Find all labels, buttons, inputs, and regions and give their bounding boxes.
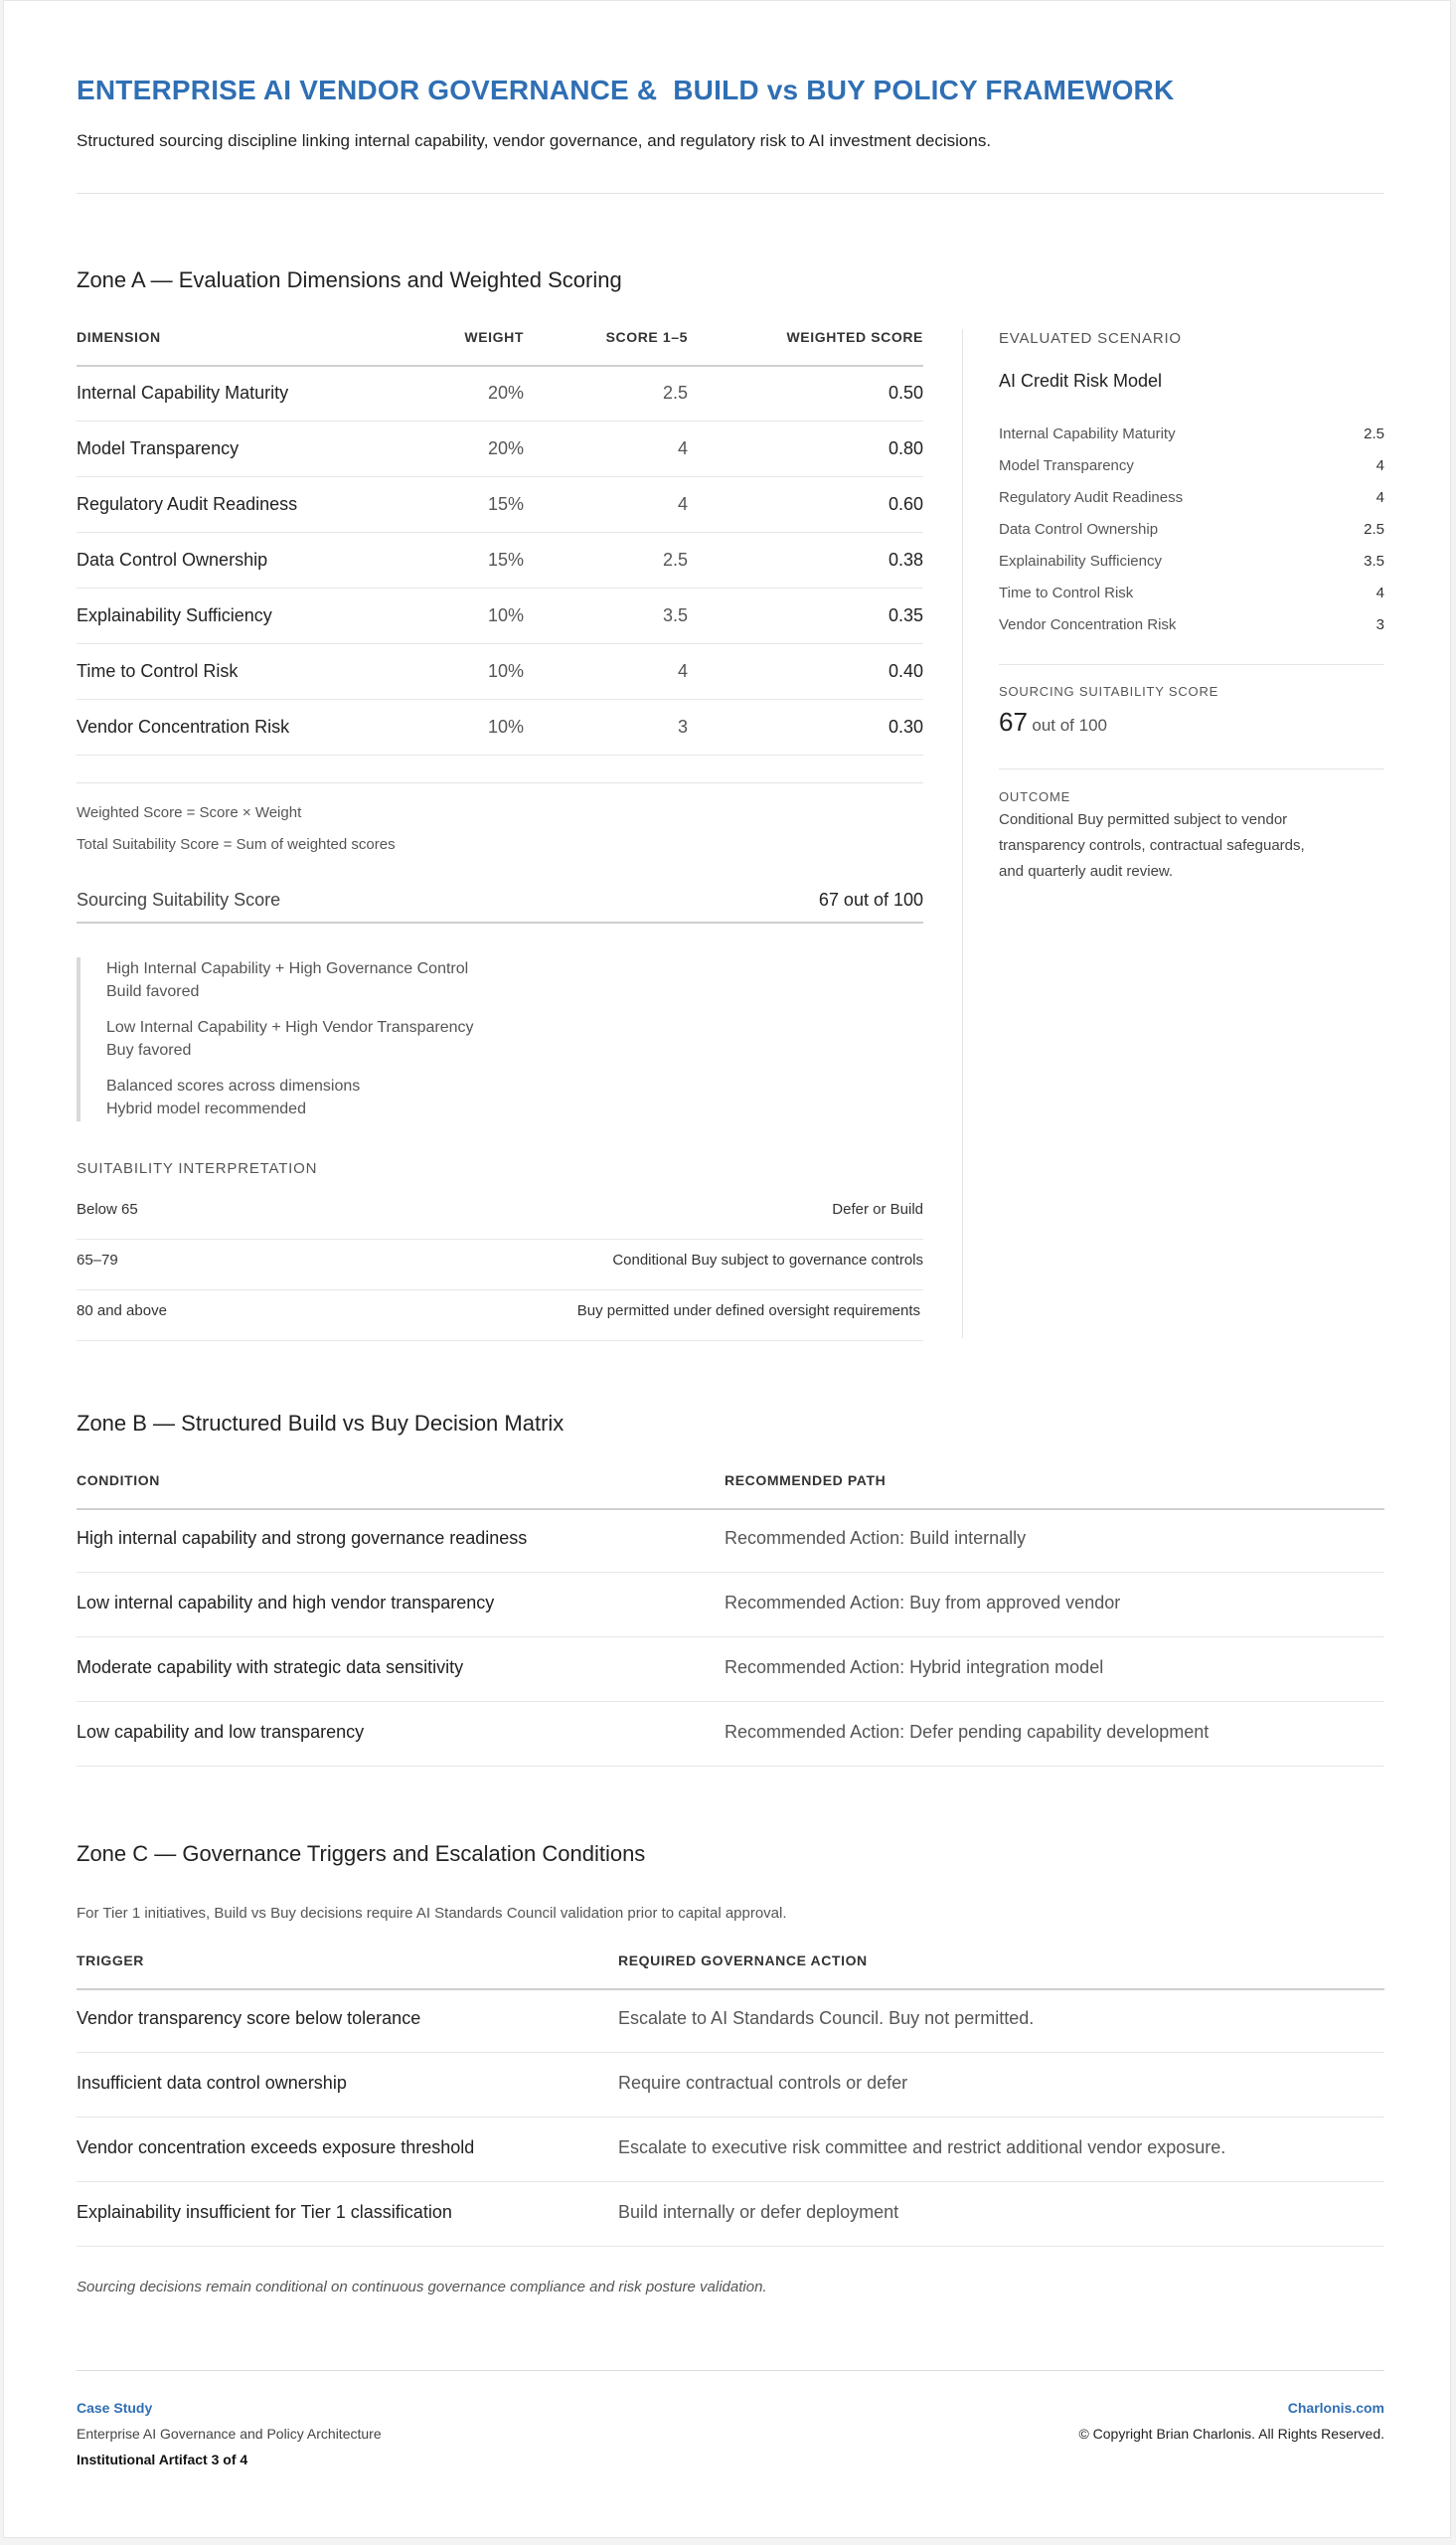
table-row xyxy=(77,699,923,756)
table-row xyxy=(77,2182,1384,2247)
footer-copyright: © Copyright Brian Charlonis. All Rights Reserved. xyxy=(1078,2426,1384,2442)
dimension-cell: Vendor Concentration Risk xyxy=(77,717,290,737)
col-score: SCORE 1–5 xyxy=(605,329,688,345)
divider xyxy=(77,782,923,783)
scenario-score-label: Model Transparency xyxy=(999,457,1134,474)
zone-a-heading: Zone A — Evaluation Dimensions and Weighted Scoring xyxy=(77,267,622,292)
score-cell: 3 xyxy=(677,717,688,737)
guidance-condition: Balanced scores across dimensions xyxy=(106,1078,361,1095)
dimension-cell: Data Control Ownership xyxy=(77,550,268,570)
guidance-result: Buy favored xyxy=(106,1042,192,1059)
table-row xyxy=(77,588,923,644)
interpretation-range: 65–79 xyxy=(77,1252,118,1269)
col-trigger: TRIGGER xyxy=(77,1952,144,1968)
interpretation-row xyxy=(77,1188,923,1240)
scenario-score-label: Regulatory Audit Readiness xyxy=(999,489,1184,506)
weight-cell: 15% xyxy=(487,494,524,514)
outcome-title: OUTCOME xyxy=(999,789,1071,804)
scenario-score-row xyxy=(999,585,1384,601)
score-title: SOURCING SUITABILITY SCORE xyxy=(999,684,1219,699)
path-cell: Recommended Action: Build internally xyxy=(725,1528,1027,1548)
divider xyxy=(999,768,1384,769)
score-cell: 4 xyxy=(677,661,688,681)
col-dimension: DIMENSION xyxy=(77,329,161,345)
action-cell: Require contractual controls or defer xyxy=(618,2073,908,2093)
divider xyxy=(999,664,1384,665)
zone-c-footnote: Sourcing decisions remain conditional on continuous governance compliance and risk posture validation. xyxy=(77,2279,767,2295)
weighted-cell: 0.60 xyxy=(888,494,923,514)
weighted-cell: 0.38 xyxy=(888,550,923,570)
table-row xyxy=(77,421,923,477)
condition-cell: High internal capability and strong governance readiness xyxy=(77,1528,528,1548)
suitability-score-row xyxy=(77,882,923,924)
weighted-cell: 0.35 xyxy=(888,605,923,625)
zone-c-intro: For Tier 1 initiatives, Build vs Buy decisions require AI Standards Council validation prior to capital approval. xyxy=(77,1905,787,1922)
formula-weighted: Weighted Score = Score × Weight xyxy=(77,804,302,821)
zone-b-heading: Zone B — Structured Build vs Buy Decision Matrix xyxy=(77,1411,565,1436)
footer-case-study: Case Study xyxy=(77,2400,153,2416)
table-row xyxy=(77,476,923,533)
table-row xyxy=(77,2118,1384,2182)
dimension-cell: Internal Capability Maturity xyxy=(77,383,289,403)
table-row xyxy=(77,1988,1384,2053)
path-cell: Recommended Action: Hybrid integration model xyxy=(725,1657,1104,1677)
page-subtitle: Structured sourcing discipline linking internal capability, vendor governance, and regulatory risk to AI investment decisions. xyxy=(77,131,992,150)
scenario-score-row xyxy=(999,553,1384,570)
interpretation-range: Below 65 xyxy=(77,1201,138,1218)
action-cell: Build internally or defer deployment xyxy=(618,2202,899,2222)
dimension-cell: Regulatory Audit Readiness xyxy=(77,494,298,514)
table-row xyxy=(77,1637,1384,1702)
formula-total: Total Suitability Score = Sum of weighted scores xyxy=(77,836,396,853)
score-cell: 2.5 xyxy=(662,550,688,570)
dimension-cell: Explainability Sufficiency xyxy=(77,605,272,625)
interpretation-title: SUITABILITY INTERPRETATION xyxy=(77,1160,318,1177)
zone-c-heading: Zone C — Governance Triggers and Escalation Conditions xyxy=(77,1841,646,1866)
score-cell: 4 xyxy=(677,438,688,458)
outcome-line: and quarterly audit review. xyxy=(999,863,1174,880)
weighted-cell: 0.30 xyxy=(888,717,923,737)
scenario-score-value: 4 xyxy=(1375,457,1384,474)
trigger-cell: Insufficient data control ownership xyxy=(77,2073,347,2093)
interpretation-row xyxy=(77,1289,923,1341)
condition-cell: Low capability and low transparency xyxy=(77,1722,365,1742)
scenario-title: EVALUATED SCENARIO xyxy=(999,330,1182,347)
dimension-cell: Model Transparency xyxy=(77,438,240,458)
interpretation-row xyxy=(77,1239,923,1290)
score-readout xyxy=(999,707,1107,738)
trigger-cell: Vendor concentration exceeds exposure threshold xyxy=(77,2137,475,2157)
interpretation-meaning: Defer or Build xyxy=(832,1201,923,1218)
scenario-score-label: Explainability Sufficiency xyxy=(999,553,1162,570)
outcome-line: Conditional Buy permitted subject to vendor xyxy=(999,811,1288,828)
path-cell: Recommended Action: Buy from approved vendor xyxy=(725,1593,1121,1612)
col-weighted: WEIGHTED SCORE xyxy=(786,329,923,345)
guidance-condition: High Internal Capability + High Governance Control xyxy=(106,960,469,977)
scenario-score-row xyxy=(999,521,1384,538)
scenario-panel xyxy=(999,1,1384,880)
trigger-cell: Vendor transparency score below tolerance xyxy=(77,2008,421,2028)
weight-cell: 20% xyxy=(487,438,524,458)
guidance-result: Hybrid model recommended xyxy=(106,1101,306,1117)
footer-artifact: Institutional Artifact 3 of 4 xyxy=(77,2452,248,2467)
interpretation-meaning: Conditional Buy subject to governance controls xyxy=(612,1252,923,1269)
guidance-bar xyxy=(77,957,81,1121)
zone-c-table-header xyxy=(77,1952,1384,1990)
table-row xyxy=(77,2053,1384,2118)
score-suffix: out of 100 xyxy=(1032,716,1107,735)
zone-b-table-header xyxy=(77,1472,1384,1510)
weight-cell: 15% xyxy=(487,550,524,570)
weight-cell: 20% xyxy=(487,383,524,403)
guidance-result: Build favored xyxy=(106,983,200,1000)
scenario-score-value: 2.5 xyxy=(1364,521,1384,538)
col-action: REQUIRED GOVERNANCE ACTION xyxy=(618,1952,868,1968)
scenario-score-label: Data Control Ownership xyxy=(999,521,1159,538)
interpretation-range: 80 and above xyxy=(77,1302,167,1319)
table-row xyxy=(77,532,923,589)
table-row xyxy=(77,1573,1384,1637)
interpretation-meaning: Buy permitted under defined oversight requirements xyxy=(576,1302,920,1319)
table-row xyxy=(77,1702,1384,1767)
scenario-score-value: 2.5 xyxy=(1364,425,1384,442)
weight-cell: 10% xyxy=(487,605,524,625)
outcome-text xyxy=(999,811,1305,889)
score-number: 67 xyxy=(999,707,1028,737)
divider xyxy=(77,193,1384,194)
score-cell: 4 xyxy=(677,494,688,514)
scenario-score-label: Internal Capability Maturity xyxy=(999,425,1176,442)
document-page xyxy=(3,0,1451,2538)
condition-cell: Moderate capability with strategic data sensitivity xyxy=(77,1657,464,1677)
score-cell: 3.5 xyxy=(662,605,688,625)
scenario-score-label: Vendor Concentration Risk xyxy=(999,616,1177,633)
footer-divider xyxy=(77,2370,1384,2371)
scenario-score-row xyxy=(999,425,1384,442)
scenario-score-row xyxy=(999,489,1384,506)
scenario-score-row xyxy=(999,616,1384,633)
zone-a-table-header xyxy=(77,329,923,367)
col-path: RECOMMENDED PATH xyxy=(725,1472,887,1488)
col-condition: CONDITION xyxy=(77,1472,160,1488)
dimension-cell: Time to Control Risk xyxy=(77,661,239,681)
weighted-cell: 0.40 xyxy=(888,661,923,681)
weight-cell: 10% xyxy=(487,717,524,737)
outcome-line: transparency controls, contractual safeguards, xyxy=(999,837,1305,854)
weight-cell: 10% xyxy=(487,661,524,681)
weighted-cell: 0.80 xyxy=(888,438,923,458)
scenario-score-row xyxy=(999,457,1384,474)
path-cell: Recommended Action: Defer pending capability development xyxy=(725,1722,1210,1742)
table-row xyxy=(77,365,923,422)
suitability-score-label: Sourcing Suitability Score xyxy=(77,890,281,910)
condition-cell: Low internal capability and high vendor transparency xyxy=(77,1593,495,1612)
footer-site-link[interactable]: Charlonis.com xyxy=(1287,2400,1384,2416)
scenario-score-label: Time to Control Risk xyxy=(999,585,1134,601)
table-row xyxy=(77,643,923,700)
page-title: ENTERPRISE AI VENDOR GOVERNANCE & BUILD vs BUY POLICY FRAMEWORK xyxy=(77,75,1175,105)
scenario-score-value: 4 xyxy=(1375,489,1384,506)
scenario-score-value: 3 xyxy=(1375,616,1384,633)
col-weight: WEIGHT xyxy=(464,329,524,345)
guidance-condition: Low Internal Capability + High Vendor Transparency xyxy=(106,1019,474,1036)
action-cell: Escalate to executive risk committee and restrict additional vendor exposure. xyxy=(618,2137,1226,2157)
score-cell: 2.5 xyxy=(662,383,688,403)
trigger-cell: Explainability insufficient for Tier 1 classification xyxy=(77,2202,452,2222)
footer-subtitle: Enterprise AI Governance and Policy Architecture xyxy=(77,2426,382,2442)
suitability-score-value: 67 out of 100 xyxy=(818,890,923,910)
side-panel-divider xyxy=(962,329,963,1338)
action-cell: Escalate to AI Standards Council. Buy not permitted. xyxy=(618,2008,1035,2028)
scenario-score-value: 4 xyxy=(1375,585,1384,601)
scenario-name: AI Credit Risk Model xyxy=(999,371,1163,391)
weighted-cell: 0.50 xyxy=(888,383,923,403)
scenario-score-value: 3.5 xyxy=(1364,553,1384,570)
table-row xyxy=(77,1508,1384,1573)
